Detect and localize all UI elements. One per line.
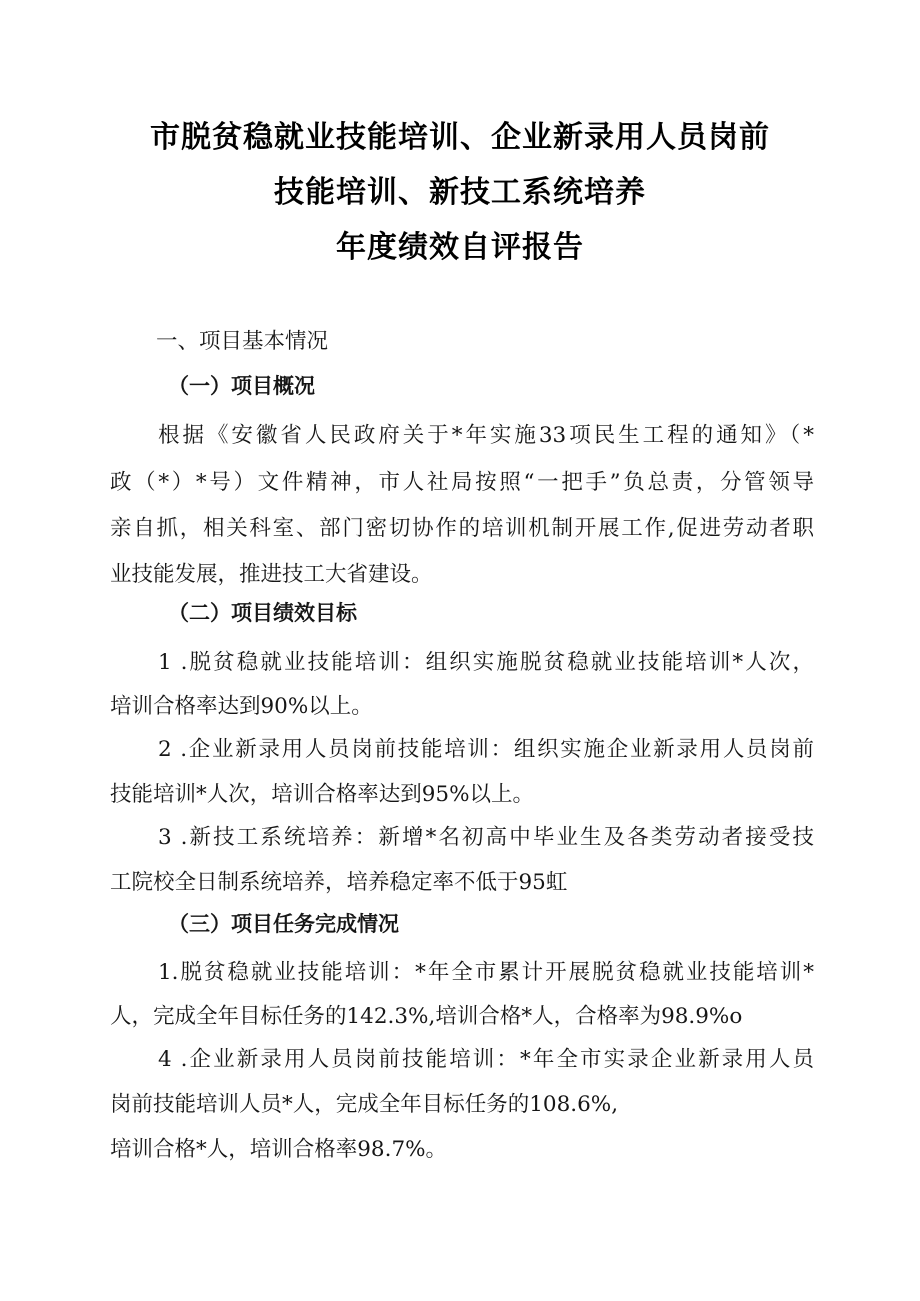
paragraph-line: 2 .企业新录用人员岗前技能培训：组织实施企业新录用人员岗前: [158, 737, 814, 762]
paragraph-line: 人，完成全年目标任务的142.3%,培训合格*人，合格率为98.9%o: [110, 1004, 743, 1029]
paragraph-line: 岗前技能培训人员*人，完成全年目标任务的108.6%,: [110, 1092, 619, 1117]
paragraph-line: 3 .新技工系统培养：新增*名初高中毕业生及各类劳动者接受技: [158, 825, 814, 850]
paragraph-line: 亲自抓，相关科室、部门密切协作的培训机制开展工作,促进劳动者职: [110, 516, 814, 541]
subsection-heading-progress: （三）项目任务完成情况: [168, 912, 399, 936]
subsection-heading-targets: （二）项目绩效目标: [168, 601, 357, 625]
paragraph-line: 4 .企业新录用人员岗前技能培训：*年全市实录企业新录用人员: [158, 1047, 814, 1072]
report-title-line-2: 技能培训、新技工系统培养: [274, 175, 646, 210]
paragraph-line: 1 .脱贫稳就业技能培训：组织实施脱贫稳就业技能培训*人次，: [158, 650, 814, 675]
paragraph-line: 工院校全日制系统培养，培养稳定率不低于95虹: [110, 870, 568, 895]
paragraph-line: 业技能发展，推进技工大省建设。: [110, 562, 433, 587]
paragraph-line: 技能培训*人次，培训合格率达到95%以上。: [110, 782, 535, 807]
subsection-heading-overview: （一）项目概况: [168, 374, 315, 398]
section-heading: 一、项目基本情况: [156, 329, 329, 354]
report-title-line-3: 年度绩效自评报告: [336, 230, 584, 265]
paragraph-line: 政（*）*号）文件精神，市人社局按照“一把手”负总责，分管领导: [110, 470, 814, 495]
report-title-line-1: 市脱贫稳就业技能培训、企业新录用人员岗前: [150, 120, 770, 155]
paragraph-line: 根据《安徽省人民政府关于*年实施33项民生工程的通知》（*: [158, 423, 814, 448]
paragraph-line: 培训合格*人，培训合格率98.7%。: [110, 1137, 448, 1162]
paragraph-line: 培训合格率达到90%以上。: [110, 694, 373, 719]
paragraph-line: 1.脱贫稳就业技能培训：*年全市累计开展脱贫稳就业技能培训*: [158, 960, 814, 985]
